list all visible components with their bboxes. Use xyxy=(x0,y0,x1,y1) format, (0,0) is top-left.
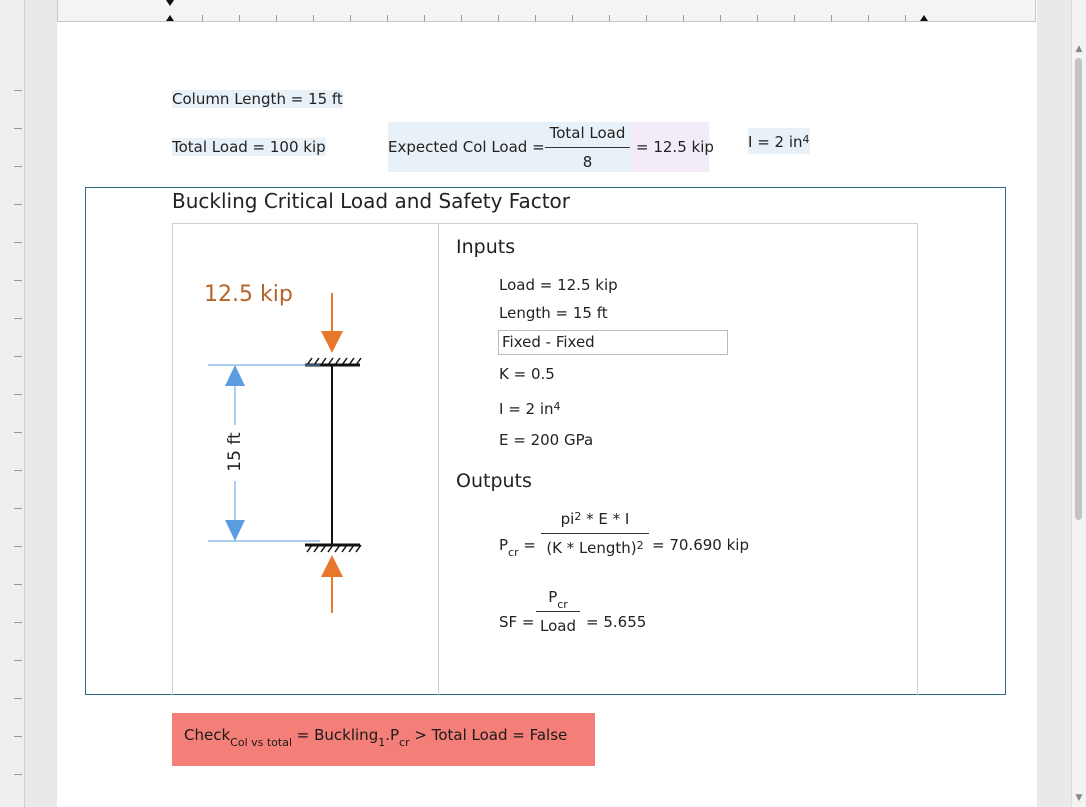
input-k[interactable]: K = 0.5 xyxy=(499,365,555,383)
outputs-heading: Outputs xyxy=(456,470,532,492)
pcr-fraction xyxy=(541,510,649,557)
panel-divider xyxy=(438,223,439,696)
scroll-up-icon[interactable]: ▲ xyxy=(1075,44,1083,54)
diagram-length-label: 15 ft xyxy=(225,432,245,472)
vertical-ruler xyxy=(0,0,25,807)
sf-result: = 5.655 xyxy=(586,613,647,631)
right-margin-marker[interactable] xyxy=(920,15,928,21)
input-inertia-text: I = 2 in xyxy=(499,400,554,418)
check-expression: Check$_{Col vs total}$ = $Buckling_1.P_{cr}$ > Total Load = False xyxy=(184,726,568,749)
moment-of-inertia-definition[interactable] xyxy=(748,128,810,154)
expected-col-load-region[interactable] xyxy=(388,122,714,172)
diagram-load-label: 12.5 kip xyxy=(204,282,293,307)
left-margin-marker[interactable] xyxy=(166,15,174,21)
fraction-denominator: 8 xyxy=(582,153,593,171)
top-load-arrow-head xyxy=(321,331,343,353)
input-inertia-exponent: 4 xyxy=(553,400,561,413)
scrollbar-thumb[interactable] xyxy=(1075,58,1082,520)
input-e[interactable]: E = 200 GPa xyxy=(499,431,594,449)
column-length-definition[interactable]: Column Length = 15 ft xyxy=(172,90,343,108)
expected-col-load-fraction xyxy=(545,124,630,171)
expected-col-load-label: Expected Col Load = xyxy=(388,138,545,156)
pcr-denominator: (K * Length)$^2$ xyxy=(546,539,644,557)
sf-fraction-bar xyxy=(536,611,580,612)
inertia-text: I = 2 in xyxy=(748,133,803,151)
inertia-exponent: 4 xyxy=(802,133,810,146)
total-load-definition[interactable]: Total Load = 100 kip xyxy=(172,138,326,156)
input-length[interactable]: Length = 15 ft xyxy=(499,304,608,322)
pcr-fraction-bar xyxy=(541,533,649,534)
scroll-down-icon[interactable]: ▼ xyxy=(1075,793,1083,803)
input-load[interactable]: Load = 12.5 kip xyxy=(499,276,618,294)
expected-col-load-result: = 12.5 kip xyxy=(636,138,714,156)
panel-title: Buckling Critical Load and Safety Factor xyxy=(172,189,570,213)
end-condition-dropdown[interactable]: Fixed - Fixed xyxy=(498,330,728,355)
inputs-heading: Inputs xyxy=(456,236,516,258)
dimension-arrow-bottom xyxy=(225,520,245,541)
pcr-equation[interactable] xyxy=(499,510,759,580)
pcr-result: = 70.690 kip xyxy=(652,536,749,554)
fraction-numerator: Total Load xyxy=(549,124,626,142)
safety-factor-equation[interactable] xyxy=(499,588,699,650)
left-indent-marker[interactable] xyxy=(166,0,174,6)
sf-denominator: Load xyxy=(540,617,576,635)
dimension-arrow-top xyxy=(225,365,245,386)
horizontal-ruler[interactable] xyxy=(57,0,1036,22)
pcr-lhs: $P_{cr}$ = xyxy=(499,536,536,559)
vertical-scrollbar[interactable] xyxy=(1071,0,1086,807)
input-inertia[interactable] xyxy=(499,400,561,418)
column-diagram xyxy=(195,285,375,620)
fraction-bar xyxy=(545,147,630,148)
sf-numerator: $P_{cr}$ xyxy=(548,588,568,611)
sf-fraction xyxy=(536,588,580,635)
bottom-load-arrow-head xyxy=(321,555,343,577)
sf-lhs: SF = xyxy=(499,613,535,631)
pcr-numerator: $pi^2$ * E * I xyxy=(560,510,630,528)
